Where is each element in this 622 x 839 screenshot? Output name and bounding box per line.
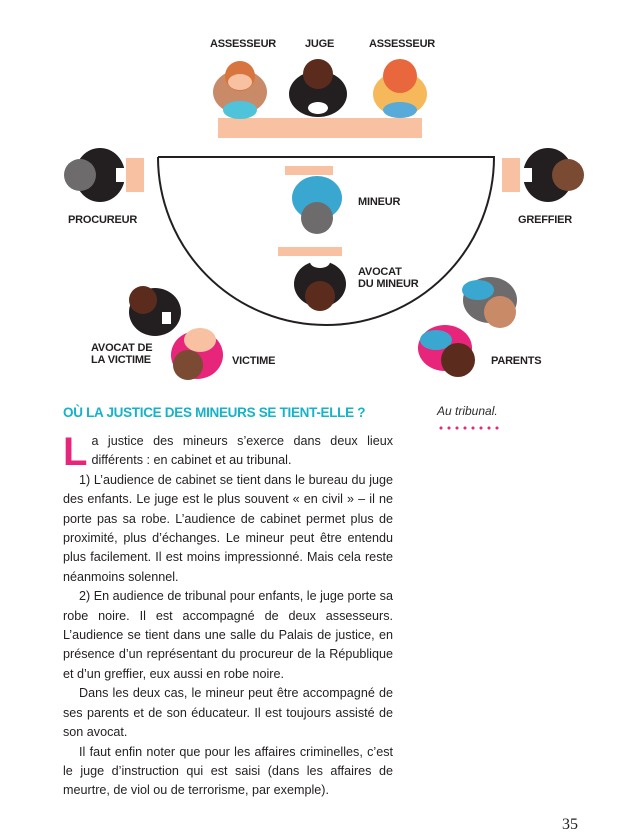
label-juge: JUGE — [305, 38, 335, 50]
drop-cap: L — [63, 430, 88, 474]
parent-father-figure — [462, 277, 517, 328]
victime-figure — [171, 328, 223, 380]
avocat-mineur-figure — [294, 256, 346, 311]
paragraph-5: Il faut enfin noter que pour les affaires criminelles, c’est le juge d’instruction qui est saisi (dans les affaires de meurtre, de viol ou de terrorisme, par exemple). — [63, 744, 393, 798]
label-avocat-victime — [91, 342, 152, 366]
label-avocat-mineur-line2: DU MINEUR — [358, 278, 419, 290]
label-greffier: GREFFIER — [518, 214, 573, 226]
assesseur-right-figure — [373, 59, 427, 118]
page-number: 35 — [562, 816, 578, 833]
bench-desk — [218, 118, 422, 138]
paragraph-4: Dans les deux cas, le mineur peut être accompagné de ses parents et de son éducateur. Il est toujours assisté de son avocat. — [63, 686, 393, 740]
label-avocat-mineur — [358, 266, 419, 290]
label-mineur: MINEUR — [358, 196, 401, 208]
section-heading: OÙ LA JUSTICE DES MINEURS SE TIENT-ELLE ? — [63, 405, 366, 420]
label-avocat-victime-line1: AVOCAT DE — [91, 342, 153, 354]
greffier-desk — [502, 158, 520, 192]
procureur-figure — [64, 148, 126, 202]
label-avocat-victime-line2: LA VICTIME — [91, 354, 151, 366]
avocat-victime-figure — [129, 286, 181, 336]
paragraph-1 — [63, 430, 393, 474]
article-body — [63, 432, 393, 801]
paragraph-3: 2) En audience de tribunal pour enfants, le juge porte sa robe noire. Il est accompagné de deux assesseurs. L’audience se tient dans une salle du Palais de justice, en présence d’un représentant du procureur de la République et d’un greffier, eux aussi en robe noire. — [63, 589, 393, 681]
avocat-mineur-desk — [278, 247, 342, 256]
mineur-figure — [292, 176, 342, 234]
label-assesseur-right: ASSESSEUR — [369, 38, 436, 50]
greffier-figure — [522, 148, 584, 202]
label-avocat-mineur-line1: AVOCAT — [358, 266, 402, 278]
paragraph-2: 1) L’audience de cabinet se tient dans le bureau du juge des enfants. Le juge est le plus souvent « en civil » – il ne porte pas sa robe. L’audience de cabinet permet plus de proximité, plus d’échanges. Le mineur peut être entendu plus facilement. Il est moins impressionné. Mais cela reste néanmoins solennel. — [63, 472, 393, 584]
label-victime: VICTIME — [232, 355, 276, 367]
parent-mother-figure — [418, 325, 475, 377]
label-assesseur-left: ASSESSEUR — [210, 38, 277, 50]
label-parents: PARENTS — [491, 355, 542, 367]
juge-figure — [289, 59, 347, 117]
mineur-desk — [285, 166, 333, 175]
figure-caption: Au tribunal. — [437, 404, 498, 418]
paragraph-1-text: a justice des mineurs s’exerce dans deux lieux différents : en cabinet et au tribunal. — [91, 434, 393, 468]
assesseur-left-figure — [213, 61, 267, 119]
procureur-desk — [126, 158, 144, 192]
caption-dotted-rule — [437, 426, 501, 430]
courtroom-illustration — [0, 0, 622, 400]
label-procureur: PROCUREUR — [68, 214, 138, 226]
